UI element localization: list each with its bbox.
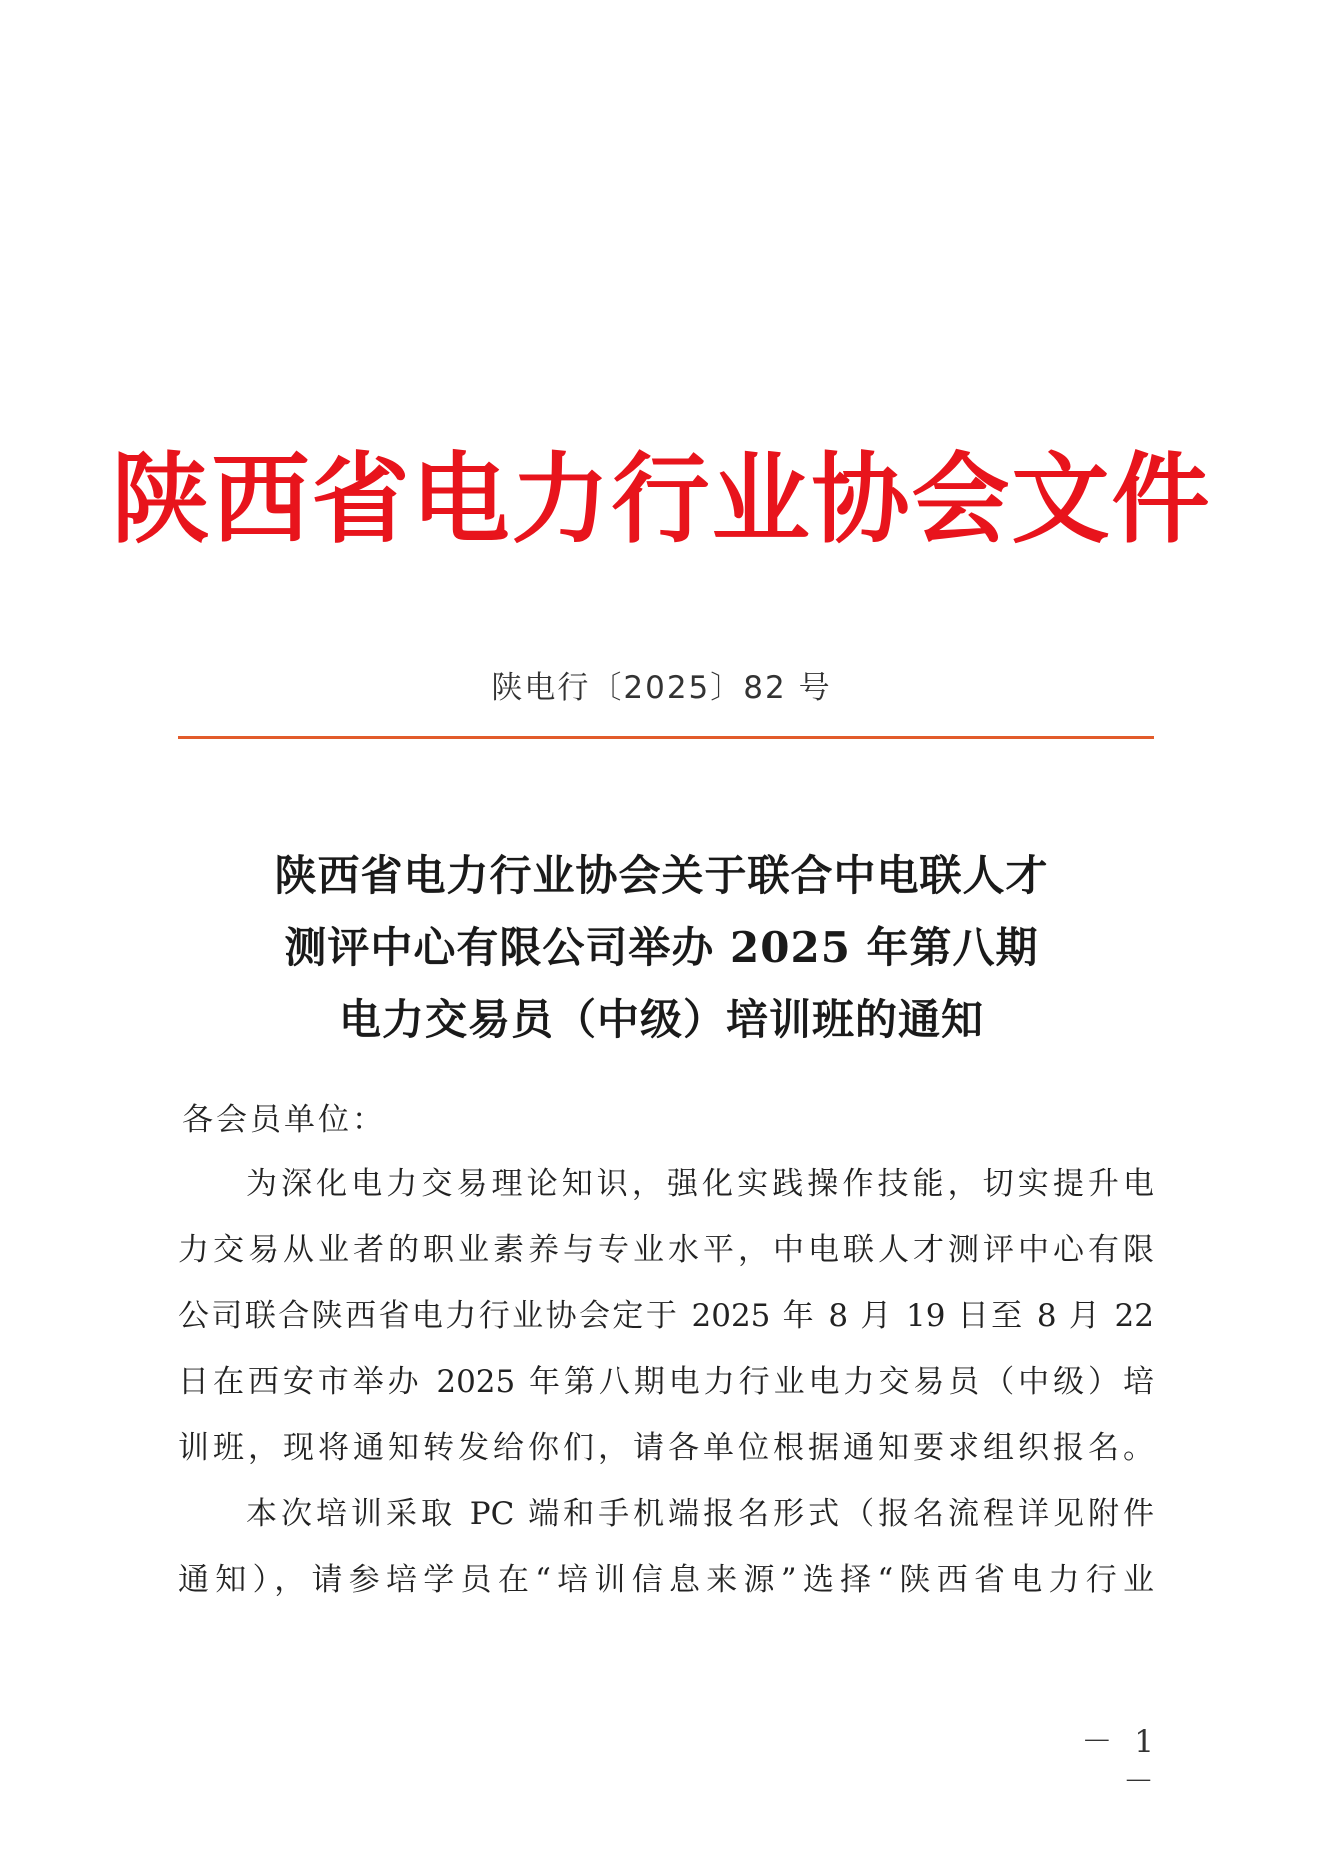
body-text-line: 日在西安市举办 2025 年第八期电力行业电力交易员（中级）培	[178, 1364, 1154, 1400]
body-text-line: 力交易从业者的职业素养与专业水平，中电联人才测评中心有限	[178, 1232, 1154, 1268]
notice-title-line: 测评中心有限公司举办 2025 年第八期	[284, 923, 1039, 972]
notice-title-line: 电力交易员（中级）培训班的通知	[338, 995, 984, 1044]
body-text-line: 本次培训采取 PC 端和手机端报名形式（报名流程详见附件	[246, 1496, 1154, 1532]
red-divider-line	[178, 736, 1154, 739]
body-text-line: 为深化电力交易理论知识，强化实践操作技能，切实提升电	[246, 1166, 1154, 1202]
salutation: 各会员单位：	[182, 1102, 386, 1138]
page-number: － 1 －	[1081, 1724, 1160, 1800]
body-text-line: 公司联合陕西省电力行业协会定于 2025 年 8 月 19 日至 8 月 22	[178, 1298, 1154, 1334]
notice-title-line: 陕西省电力行业协会关于联合中电联人才	[274, 851, 1049, 900]
body-text-line: 通知），请参培学员在“培训信息来源”选择“陕西省电力行业	[178, 1562, 1154, 1598]
masthead-title: 陕西省电力行业协会文件	[111, 442, 1212, 557]
body-text-line: 训班，现将通知转发给你们，请各单位根据通知要求组织报名。	[178, 1430, 1154, 1466]
document-number: 陕电行〔2025〕82 号	[491, 670, 832, 706]
notice-title	[0, 840, 1323, 1056]
